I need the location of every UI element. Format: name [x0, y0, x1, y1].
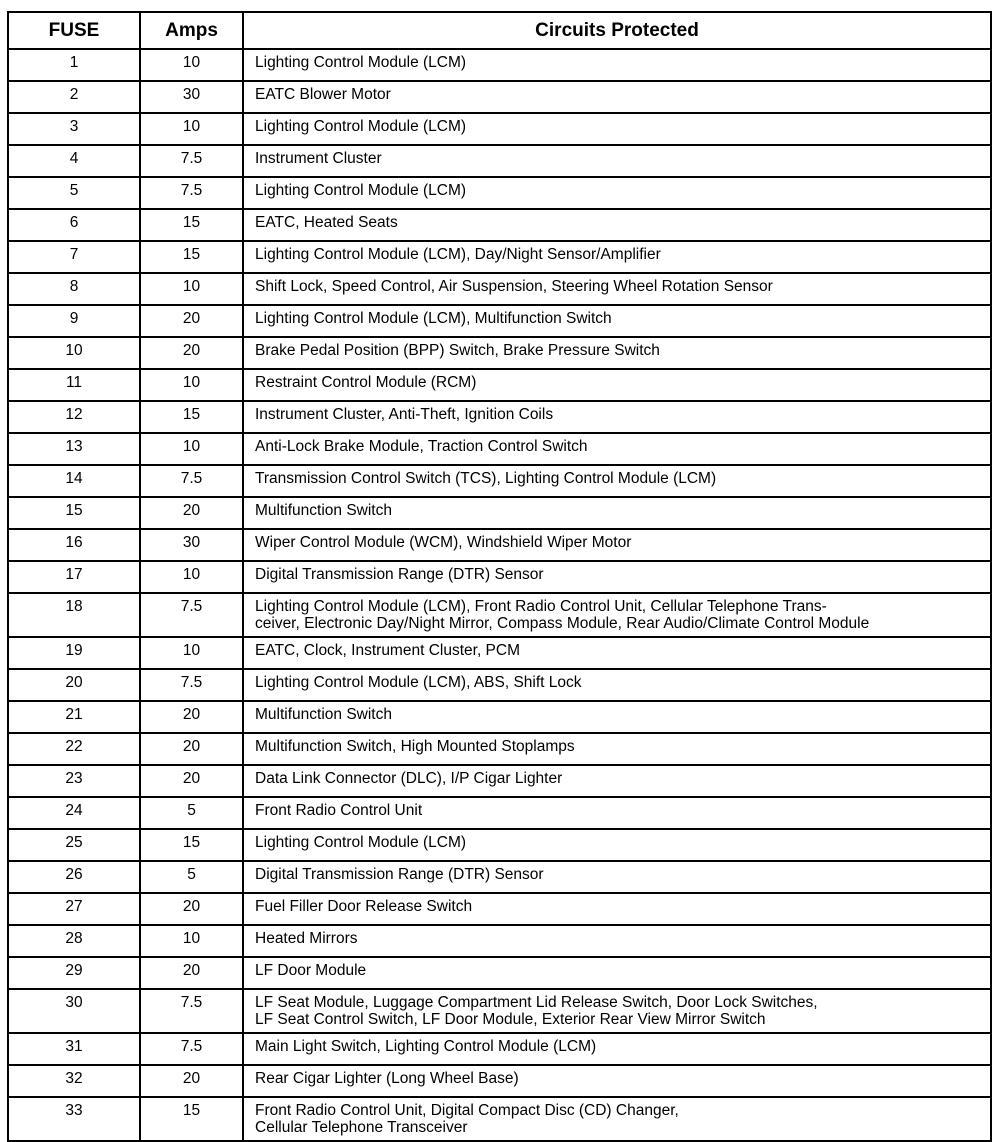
fuse-number: 33 — [8, 1097, 140, 1141]
circuit-text-line: Lighting Control Module (LCM) — [255, 834, 467, 851]
fuse-number: 5 — [8, 177, 140, 209]
circuit-text-line: Data Link Connector (DLC), I/P Cigar Lighter — [255, 770, 563, 787]
table-row — [8, 49, 991, 81]
fuse-amps: 20 — [140, 701, 243, 733]
fuse-amps: 7.5 — [140, 177, 243, 209]
fuse-number: 18 — [8, 593, 140, 637]
circuits-protected — [243, 765, 991, 797]
fuse-amps: 20 — [140, 497, 243, 529]
circuits-protected — [243, 593, 991, 637]
circuit-text-line: Front Radio Control Unit — [255, 802, 423, 819]
table-row — [8, 401, 991, 433]
circuits-protected — [243, 1033, 991, 1065]
circuits-protected — [243, 177, 991, 209]
circuit-text-line: Multifunction Switch — [255, 502, 392, 519]
table-row — [8, 337, 991, 369]
circuits-protected — [243, 241, 991, 273]
circuit-text-line: Instrument Cluster, Anti-Theft, Ignition Coils — [255, 406, 554, 423]
table-row — [8, 241, 991, 273]
header-circuits: Circuits Protected — [243, 12, 991, 49]
fuse-number: 30 — [8, 989, 140, 1033]
circuit-text-line: Lighting Control Module (LCM), Front Radio Control Unit, Cellular Telephone Trans- — [255, 598, 827, 615]
circuit-text-line: Digital Transmission Range (DTR) Sensor — [255, 566, 544, 583]
circuit-text-line: Transmission Control Switch (TCS), Lighting Control Module (LCM) — [255, 470, 717, 487]
fuse-number: 19 — [8, 637, 140, 669]
fuse-number: 14 — [8, 465, 140, 497]
fuse-number: 23 — [8, 765, 140, 797]
circuits-protected — [243, 829, 991, 861]
fuse-number: 27 — [8, 893, 140, 925]
fuse-amps: 7.5 — [140, 593, 243, 637]
table-row — [8, 637, 991, 669]
table-row — [8, 701, 991, 733]
table-row — [8, 765, 991, 797]
fuse-amps: 10 — [140, 637, 243, 669]
fuse-number: 2 — [8, 81, 140, 113]
table-row — [8, 497, 991, 529]
circuit-text-line: Cellular Telephone Transceiver — [255, 1119, 468, 1136]
fuse-amps: 10 — [140, 49, 243, 81]
fuse-amps: 15 — [140, 401, 243, 433]
fuse-number: 1 — [8, 49, 140, 81]
fuse-number: 8 — [8, 273, 140, 305]
table-row — [8, 465, 991, 497]
fuse-amps: 15 — [140, 1097, 243, 1141]
circuits-protected — [243, 701, 991, 733]
fuse-number: 32 — [8, 1065, 140, 1097]
circuits-protected — [243, 1097, 991, 1141]
circuit-text-line: Digital Transmission Range (DTR) Sensor — [255, 866, 544, 883]
circuit-text-line: Multifunction Switch — [255, 706, 392, 723]
circuits-protected — [243, 669, 991, 701]
fuse-number: 29 — [8, 957, 140, 989]
table-row — [8, 145, 991, 177]
circuits-protected — [243, 1065, 991, 1097]
circuit-text-line: Brake Pedal Position (BPP) Switch, Brake Pressure Switch — [255, 342, 660, 359]
circuit-text-line: EATC Blower Motor — [255, 86, 391, 103]
fuse-number: 16 — [8, 529, 140, 561]
table-body — [8, 49, 991, 1141]
fuse-table-container — [7, 11, 990, 1142]
fuse-amps: 7.5 — [140, 465, 243, 497]
table-row — [8, 177, 991, 209]
circuit-text-line: LF Seat Module, Luggage Compartment Lid Release Switch, Door Lock Switches, — [255, 994, 818, 1011]
circuit-text-line: Rear Cigar Lighter (Long Wheel Base) — [255, 1070, 519, 1087]
circuits-protected — [243, 497, 991, 529]
fuse-amps: 20 — [140, 1065, 243, 1097]
fuse-number: 28 — [8, 925, 140, 957]
fuse-amps: 5 — [140, 861, 243, 893]
table-row — [8, 829, 991, 861]
fuse-number: 20 — [8, 669, 140, 701]
fuse-amps: 10 — [140, 369, 243, 401]
circuits-protected — [243, 369, 991, 401]
circuit-text-line: LF Door Module — [255, 962, 367, 979]
fuse-number: 10 — [8, 337, 140, 369]
fuse-number: 31 — [8, 1033, 140, 1065]
table-row — [8, 113, 991, 145]
table-row — [8, 273, 991, 305]
circuit-text-line: Lighting Control Module (LCM) — [255, 182, 467, 199]
circuits-protected — [243, 797, 991, 829]
fuse-number: 9 — [8, 305, 140, 337]
fuse-number: 12 — [8, 401, 140, 433]
fuse-number: 24 — [8, 797, 140, 829]
fuse-amps: 7.5 — [140, 1033, 243, 1065]
circuit-text-line: Shift Lock, Speed Control, Air Suspension, Steering Wheel Rotation Sensor — [255, 278, 773, 295]
fuse-amps: 10 — [140, 925, 243, 957]
fuse-amps: 10 — [140, 113, 243, 145]
circuit-text-line: Lighting Control Module (LCM) — [255, 118, 467, 135]
table-row — [8, 369, 991, 401]
circuit-text-line: Lighting Control Module (LCM) — [255, 54, 467, 71]
table-row — [8, 925, 991, 957]
circuits-protected — [243, 465, 991, 497]
table-row — [8, 305, 991, 337]
circuits-protected — [243, 433, 991, 465]
table-row — [8, 209, 991, 241]
table-row — [8, 957, 991, 989]
circuit-text-line: Lighting Control Module (LCM), Day/Night Sensor/Amplifier — [255, 246, 661, 263]
circuit-text-line: EATC, Heated Seats — [255, 214, 398, 231]
fuse-number: 11 — [8, 369, 140, 401]
table-row — [8, 1065, 991, 1097]
fuse-number: 7 — [8, 241, 140, 273]
fuse-amps: 15 — [140, 209, 243, 241]
circuit-text-line: LF Seat Control Switch, LF Door Module, Exterior Rear View Mirror Switch — [255, 1011, 766, 1028]
circuit-text-line: Multifunction Switch, High Mounted Stoplamps — [255, 738, 575, 755]
circuit-text-line: Lighting Control Module (LCM), Multifunction Switch — [255, 310, 612, 327]
fuse-amps: 20 — [140, 337, 243, 369]
fuse-amps: 30 — [140, 529, 243, 561]
circuit-text-line: Lighting Control Module (LCM), ABS, Shift Lock — [255, 674, 582, 691]
fuse-amps: 10 — [140, 273, 243, 305]
table-row — [8, 81, 991, 113]
fuse-amps: 7.5 — [140, 989, 243, 1033]
table-row — [8, 669, 991, 701]
fuse-number: 6 — [8, 209, 140, 241]
circuits-protected — [243, 209, 991, 241]
circuit-text-line: ceiver, Electronic Day/Night Mirror, Compass Module, Rear Audio/Climate Control Module — [255, 615, 870, 632]
circuits-protected — [243, 145, 991, 177]
fuse-number: 13 — [8, 433, 140, 465]
header-row — [8, 12, 991, 49]
table-row — [8, 861, 991, 893]
header-fuse: FUSE — [8, 12, 140, 49]
fuse-amps: 7.5 — [140, 145, 243, 177]
table-row — [8, 989, 991, 1033]
fuse-amps: 5 — [140, 797, 243, 829]
fuse-number: 26 — [8, 861, 140, 893]
table-row — [8, 797, 991, 829]
circuits-protected — [243, 81, 991, 113]
circuits-protected — [243, 561, 991, 593]
fuse-number: 22 — [8, 733, 140, 765]
circuits-protected — [243, 529, 991, 561]
circuit-text-line: EATC, Clock, Instrument Cluster, PCM — [255, 642, 520, 659]
fuse-amps: 10 — [140, 433, 243, 465]
circuit-text-line: Anti-Lock Brake Module, Traction Control Switch — [255, 438, 588, 455]
circuits-protected — [243, 113, 991, 145]
circuit-text-line: Fuel Filler Door Release Switch — [255, 898, 473, 915]
circuits-protected — [243, 957, 991, 989]
fuse-amps: 10 — [140, 561, 243, 593]
table-row — [8, 1033, 991, 1065]
circuit-text-line: Heated Mirrors — [255, 930, 358, 947]
circuit-text-line: Wiper Control Module (WCM), Windshield Wiper Motor — [255, 534, 632, 551]
fuse-number: 4 — [8, 145, 140, 177]
table-row — [8, 893, 991, 925]
fuse-number: 3 — [8, 113, 140, 145]
fuse-amps: 20 — [140, 765, 243, 797]
circuits-protected — [243, 733, 991, 765]
table-row — [8, 1097, 991, 1141]
table-row — [8, 433, 991, 465]
fuse-table — [7, 11, 992, 1142]
fuse-number: 15 — [8, 497, 140, 529]
table-row — [8, 561, 991, 593]
circuits-protected — [243, 893, 991, 925]
fuse-amps: 30 — [140, 81, 243, 113]
circuit-text-line: Front Radio Control Unit, Digital Compact Disc (CD) Changer, — [255, 1102, 679, 1119]
circuits-protected — [243, 401, 991, 433]
circuits-protected — [243, 925, 991, 957]
circuit-text-line: Main Light Switch, Lighting Control Module (LCM) — [255, 1038, 597, 1055]
circuits-protected — [243, 49, 991, 81]
fuse-number: 25 — [8, 829, 140, 861]
table-row — [8, 593, 991, 637]
circuits-protected — [243, 273, 991, 305]
table-row — [8, 733, 991, 765]
circuits-protected — [243, 337, 991, 369]
table-row — [8, 529, 991, 561]
fuse-number: 21 — [8, 701, 140, 733]
fuse-amps: 7.5 — [140, 669, 243, 701]
circuit-text-line: Instrument Cluster — [255, 150, 382, 167]
header-amps: Amps — [140, 12, 243, 49]
circuits-protected — [243, 637, 991, 669]
circuits-protected — [243, 305, 991, 337]
fuse-amps: 20 — [140, 893, 243, 925]
fuse-number: 17 — [8, 561, 140, 593]
circuits-protected — [243, 989, 991, 1033]
fuse-amps: 15 — [140, 241, 243, 273]
fuse-amps: 15 — [140, 829, 243, 861]
fuse-amps: 20 — [140, 733, 243, 765]
circuit-text-line: Restraint Control Module (RCM) — [255, 374, 477, 391]
fuse-amps: 20 — [140, 957, 243, 989]
fuse-amps: 20 — [140, 305, 243, 337]
circuits-protected — [243, 861, 991, 893]
